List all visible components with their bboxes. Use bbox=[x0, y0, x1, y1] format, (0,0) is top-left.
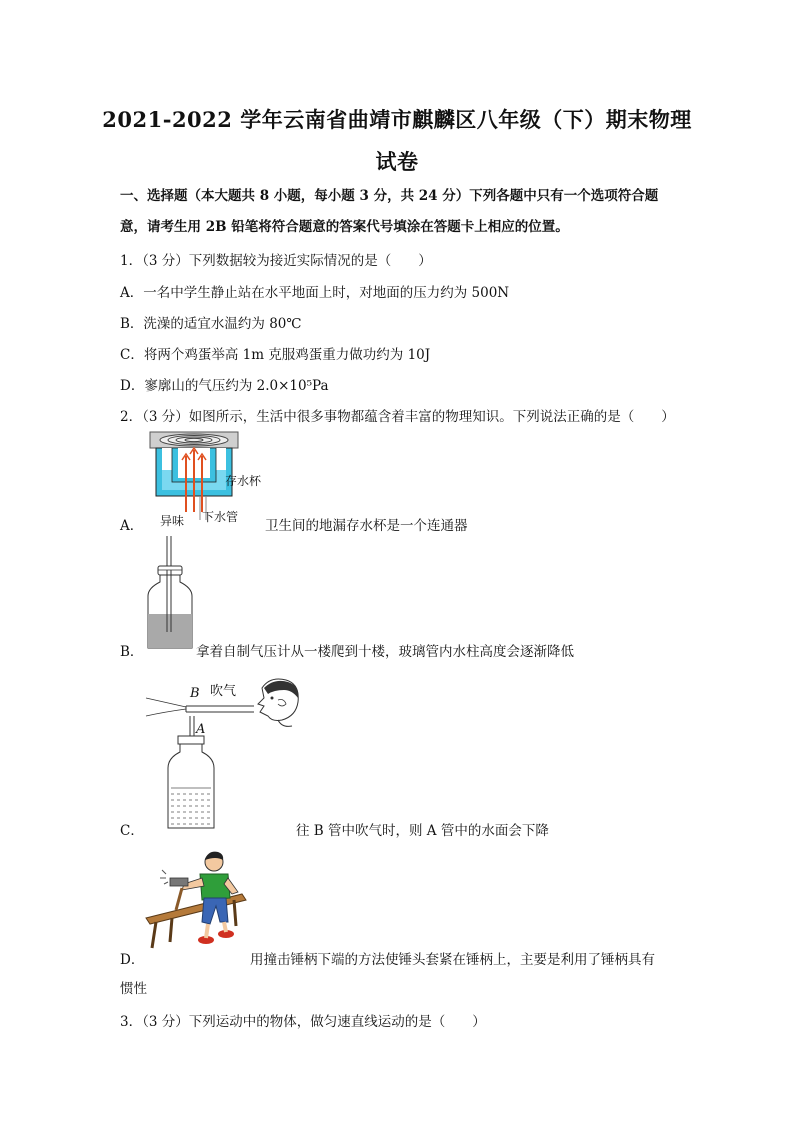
q2-option-c-text: 往 B 管中吹气时，则 A 管中的水面会下降 bbox=[296, 823, 549, 839]
q3-stem: 3．（3 分）下列运动中的物体，做匀速直线运动的是（ ） bbox=[120, 1014, 486, 1030]
blow-label: 吹气 bbox=[210, 684, 237, 699]
pipe-label: 下水管 bbox=[202, 510, 239, 524]
q1-option-d: D．寥廓山的气压约为 2.0×10⁵Pa bbox=[120, 378, 329, 394]
q2-stem: 2．（3 分）如图所示，生活中很多事物都蕴含着丰富的物理知识。下列说法正确的是（ ） bbox=[120, 409, 675, 425]
exam-title-line2: 试卷 bbox=[375, 149, 419, 174]
q1-option-c: C．将两个鸡蛋举高 1m 克服鸡蛋重力做功约为 10J bbox=[120, 347, 431, 363]
blowing-figure bbox=[144, 676, 304, 832]
q1-option-b: B．洗澡的适宜水温约为 80℃ bbox=[120, 316, 302, 332]
q2-option-c-letter: C． bbox=[120, 823, 144, 839]
smell-label: 异味 bbox=[160, 514, 185, 528]
q1-stem: 1．（3 分）下列数据较为接近实际情况的是（ ） bbox=[120, 253, 432, 269]
q2-option-a-letter: A． bbox=[120, 518, 144, 534]
q2-option-b-letter: B． bbox=[120, 644, 144, 660]
barometer-figure bbox=[146, 536, 196, 652]
q2-option-d-letter: D． bbox=[120, 952, 145, 968]
q2-option-a-text: 卫生间的地漏存水杯是一个连通器 bbox=[265, 518, 468, 534]
cup-label: 存水杯 bbox=[225, 474, 262, 488]
tube-b-label: B bbox=[190, 686, 200, 701]
q2-option-d-text: 用撞击锤柄下端的方法使锤头套紧在锤柄上，主要是利用了锤柄具有 bbox=[250, 952, 655, 968]
tube-a-label: A bbox=[196, 722, 206, 737]
q1-option-a: A．一名中学生静止站在水平地面上时，对地面的压力约为 500N bbox=[120, 285, 510, 301]
q2-option-d-text-cont: 惯性 bbox=[120, 981, 147, 997]
exam-title-line1: 2021-2022 学年云南省曲靖市麒麟区八年级（下）期末物理 bbox=[102, 107, 692, 132]
floor-drain-figure bbox=[148, 430, 268, 530]
section1-heading: 一、选择题（本大题共 8 小题，每小题 3 分，共 24 分）下列各题中只有一个选项符合题意，请考生用 2B 铅笔将符合题意的答案代号填涂在答题卡上相应的位置。 bbox=[120, 188, 659, 235]
q2-option-b-text: 拿着自制气压计从一楼爬到十楼，玻璃管内水柱高度会逐渐降低 bbox=[196, 644, 574, 660]
hammer-figure bbox=[142, 848, 248, 952]
